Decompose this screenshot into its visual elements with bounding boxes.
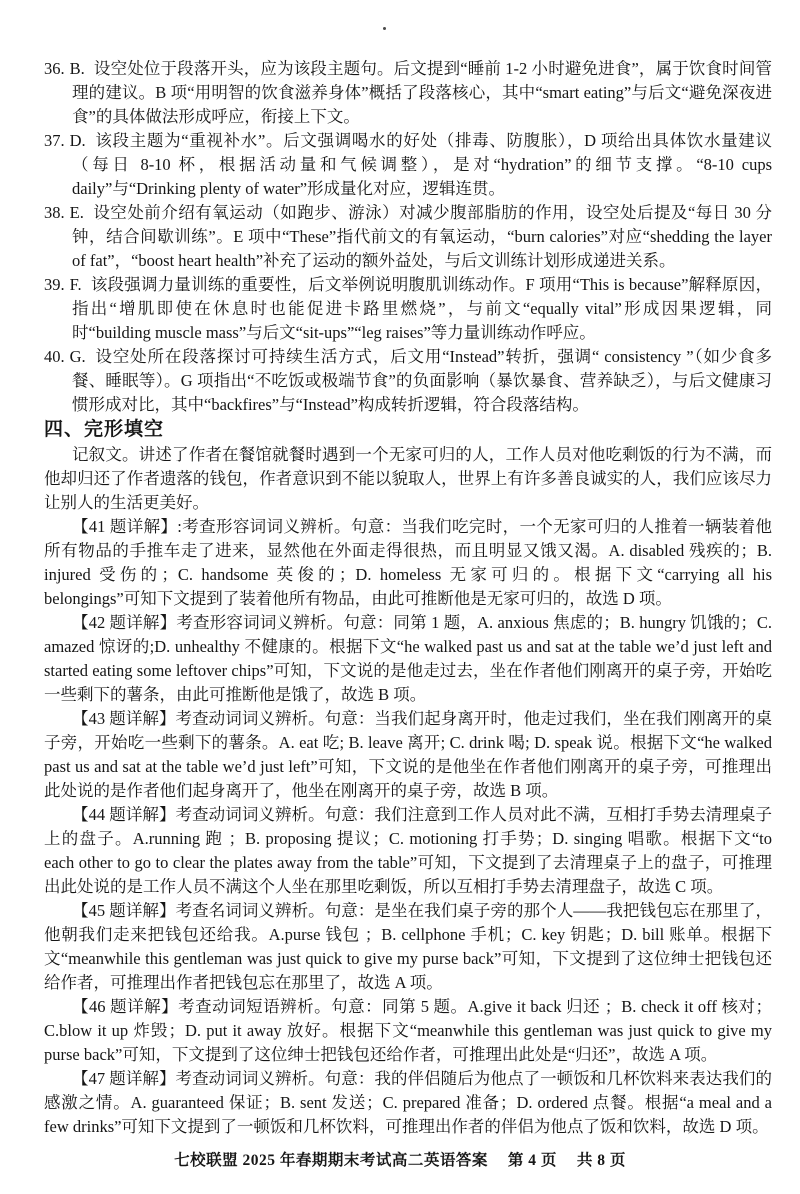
answer-letter: D. [69, 131, 86, 150]
answer-analysis: 设空处位于段落开头，应为该段主题句。后文提到“睡前 1-2 小时避免进食”，属于饮食时间管理的建议。B 项“用明智的饮食滋养身体”概括了段落核心，其中“smart eating”与后文“避免深夜进食”的具体做法形成呼应，衔接上下文。 [72, 59, 772, 126]
explanation-label: 【41 题详解】 [72, 517, 178, 536]
gap-answer-item-40 [44, 345, 772, 417]
answer-analysis: 该段强调力量训练的重要性，后文举例说明腹肌训练动作。F 项用“This is because”解释原因，指出“增肌即使在休息时也能促进卡路里燃烧”，与前文“equally vital”形成因果逻辑，同时“building muscle mass”与后文“sit-ups”“leg raises”等力量训练动作呼应。 [72, 275, 772, 342]
section-title-cloze: 四、完形填空 [44, 419, 165, 440]
explanation-label: 【45 题详解】 [72, 901, 176, 920]
cloze-explanation-45 [44, 899, 772, 995]
question-number: 40. [44, 347, 65, 366]
explanation-text: 考查形容词词义辨析。句意：同第 1 题，A. anxious 焦虑的；B. hungry 饥饿的；C. amazed 惊讶的;D. unhealthy 不健康的。根据下文“he walked past us and sat at the table we’d just left and started eating some leftover chips”可知，下文说的是他走过去，坐在作者他们刚离开的桌子旁，开始吃一些剩下的薯条，由此可推断他是饿了，故选 B 项。 [44, 613, 773, 704]
explanation-label: 【43 题详解】 [72, 709, 176, 728]
explanation-text: 考查名词词义辨析。句意：是坐在我们桌子旁的那个人——我把钱包忘在那里了，他朝我们走来把钱包还给我。A.purse 钱包 ；B. cellphone 手机；C. key 钥匙；D. bill 账单。根据下文“meanwhile this gentleman was just quick to give my purse back”可知，下文提到了这位绅士把钱包还给作者，可推理出作者把钱包忘在那里了，故选 A 项。 [44, 901, 773, 992]
cloze-explanation-46 [44, 995, 772, 1067]
explanation-text: 考查动词词义辨析。句意：我的伴侣随后为他点了一顿饭和几杯饮料来表达我们的感激之情。A. guaranteed 保证；B. sent 发送；C. prepared 准备；D. ordered 点餐。根据“a meal and a few drinks”可知下文提到了一顿饭和几杯饮料，可推理出作者的伴侣为他点了饭和饮料，故选 D 项。 [44, 1069, 773, 1136]
page-footer [0, 1148, 800, 1170]
explanation-text: 考查动词词义辨析。句意：我们注意到工作人员对此不满，互相打手势去清理桌子上的盘子。A.running 跑 ；B. proposing 提议；C. motioning 打手势；D. singing 唱歌。根据下文“to each other to go to clear the plates away from the table”可知，下文提到了去清理桌子上的盘子，可推理出此处说的是工作人员不满这个人坐在那里吃剩饭，所以互相打手势去清理盘子，故选 C 项。 [44, 805, 773, 896]
explanation-text: 考查动词词义辨析。句意：当我们起身离开时，他走过我们，坐在我们刚离开的桌子旁，开始吃一些剩下的薯条。A. eat 吃; B. leave 离开; C. drink 喝; D. speak 说。根据下文“he walked past us and sat at the table we’d just left”可知，下文说的是他坐在作者他们刚离开的桌子旁，可推理出此处说的是作者他们起身离开了，他坐在刚离开的桌子旁，故选 B 项。 [44, 709, 773, 800]
cloze-explanation-43 [44, 707, 772, 803]
explanation-label: 【46 题详解】 [72, 997, 179, 1016]
footer-page-total: 共 8 页 [576, 1152, 626, 1169]
question-number: 36. [44, 59, 65, 78]
answer-letter: G. [69, 347, 86, 366]
scan-speck [383, 27, 386, 30]
explanation-label: 【47 题详解】 [72, 1069, 176, 1088]
question-number: 37. [44, 131, 65, 150]
answer-analysis: 该段主题为“重视补水”。后文强调喝水的好处（排毒、防腹胀），D 项给出具体饮水量建议（每日 8-10 杯，根据活动量和气候调整），是对“hydration”的细节支撑。“8-10 cups daily”与“Drinking plenty of water”形成量化对应，逻辑连贯。 [72, 131, 772, 198]
explanation-text: 考查动词短语辨析。句意：同第 5 题。A.give it back 归还 ；B. check it off 核对；C.blow it up 炸毁；D. put it away 放好。根据下文“meanwhile this gentleman was just quick to give my purse back”可知，下文提到了这位绅士把钱包还给作者，可推理出此处是“归还”，故选 A 项。 [44, 997, 772, 1064]
gap-answer-item-39 [44, 273, 772, 345]
footer-exam-title: 七校联盟 2025 年春期期末考试高二英语答案 [174, 1152, 488, 1169]
question-number: 39. [44, 275, 65, 294]
question-number: 38. [44, 203, 65, 222]
gap-answer-item-38 [44, 201, 772, 273]
cloze-explanation-44 [44, 803, 772, 899]
cloze-explanation-41 [44, 515, 772, 611]
gap-answer-item-36 [44, 57, 772, 129]
explanation-text: :考查形容词词义辨析。句意：当我们吃完时，一个无家可归的人推着一辆装着他所有物品的手推车走了进来，显然他在外面走得很热，而且明显又饿又渴。A. disabled 残疾的；B. injured 受伤的；C. handsome 英俊的；D. homeless 无家可归的。根据下文“carrying all his belongings”可知下文提到了装着他所有物品，由此可推断他是无家可归的，故选 D 项。 [44, 517, 772, 608]
cloze-explanation-42 [44, 611, 772, 707]
cloze-passage-summary: 记叙文。讲述了作者在餐馆就餐时遇到一个无家可归的人，工作人员对他吃剩饭的行为不满，而他却归还了作者遗落的钱包，作者意识到不能以貌取人，世界上有许多善良诚实的人，我们应该尽力让别人的生活更美好。 [44, 445, 772, 512]
answer-letter: F. [69, 275, 82, 294]
answer-letter: B. [69, 59, 85, 78]
answer-letter: E. [69, 203, 84, 222]
cloze-explanation-47 [44, 1067, 772, 1139]
explanation-label: 【42 题详解】 [72, 613, 177, 632]
gap-answer-item-37 [44, 129, 772, 201]
answer-analysis: 设空处所在段落探讨可持续生活方式，后文用“Instead”转折，强调“ consistency ”（如少食多餐、睡眠等）。G 项指出“不吃饭或极端节食”的负面影响（暴饮暴食、营养缺乏），与后文健康习惯形成对比，其中“backfires”与“Instead”构成转折逻辑，符合段落结构。 [72, 347, 772, 414]
footer-page-number: 第 4 页 [507, 1152, 557, 1169]
answer-analysis: 设空处前介绍有氧运动（如跑步、游泳）对减少腹部脂肪的作用，设空处后提及“每日 30 分钟，结合间歇训练”。E 项中“These”指代前文的有氧运动，“burn calories”对应“shedding the layer of fat”，“boost heart health”补充了运动的额外益处，与后文训练计划形成递进关系。 [72, 203, 772, 270]
page-content [44, 57, 772, 1139]
explanation-label: 【44 题详解】 [72, 805, 176, 824]
